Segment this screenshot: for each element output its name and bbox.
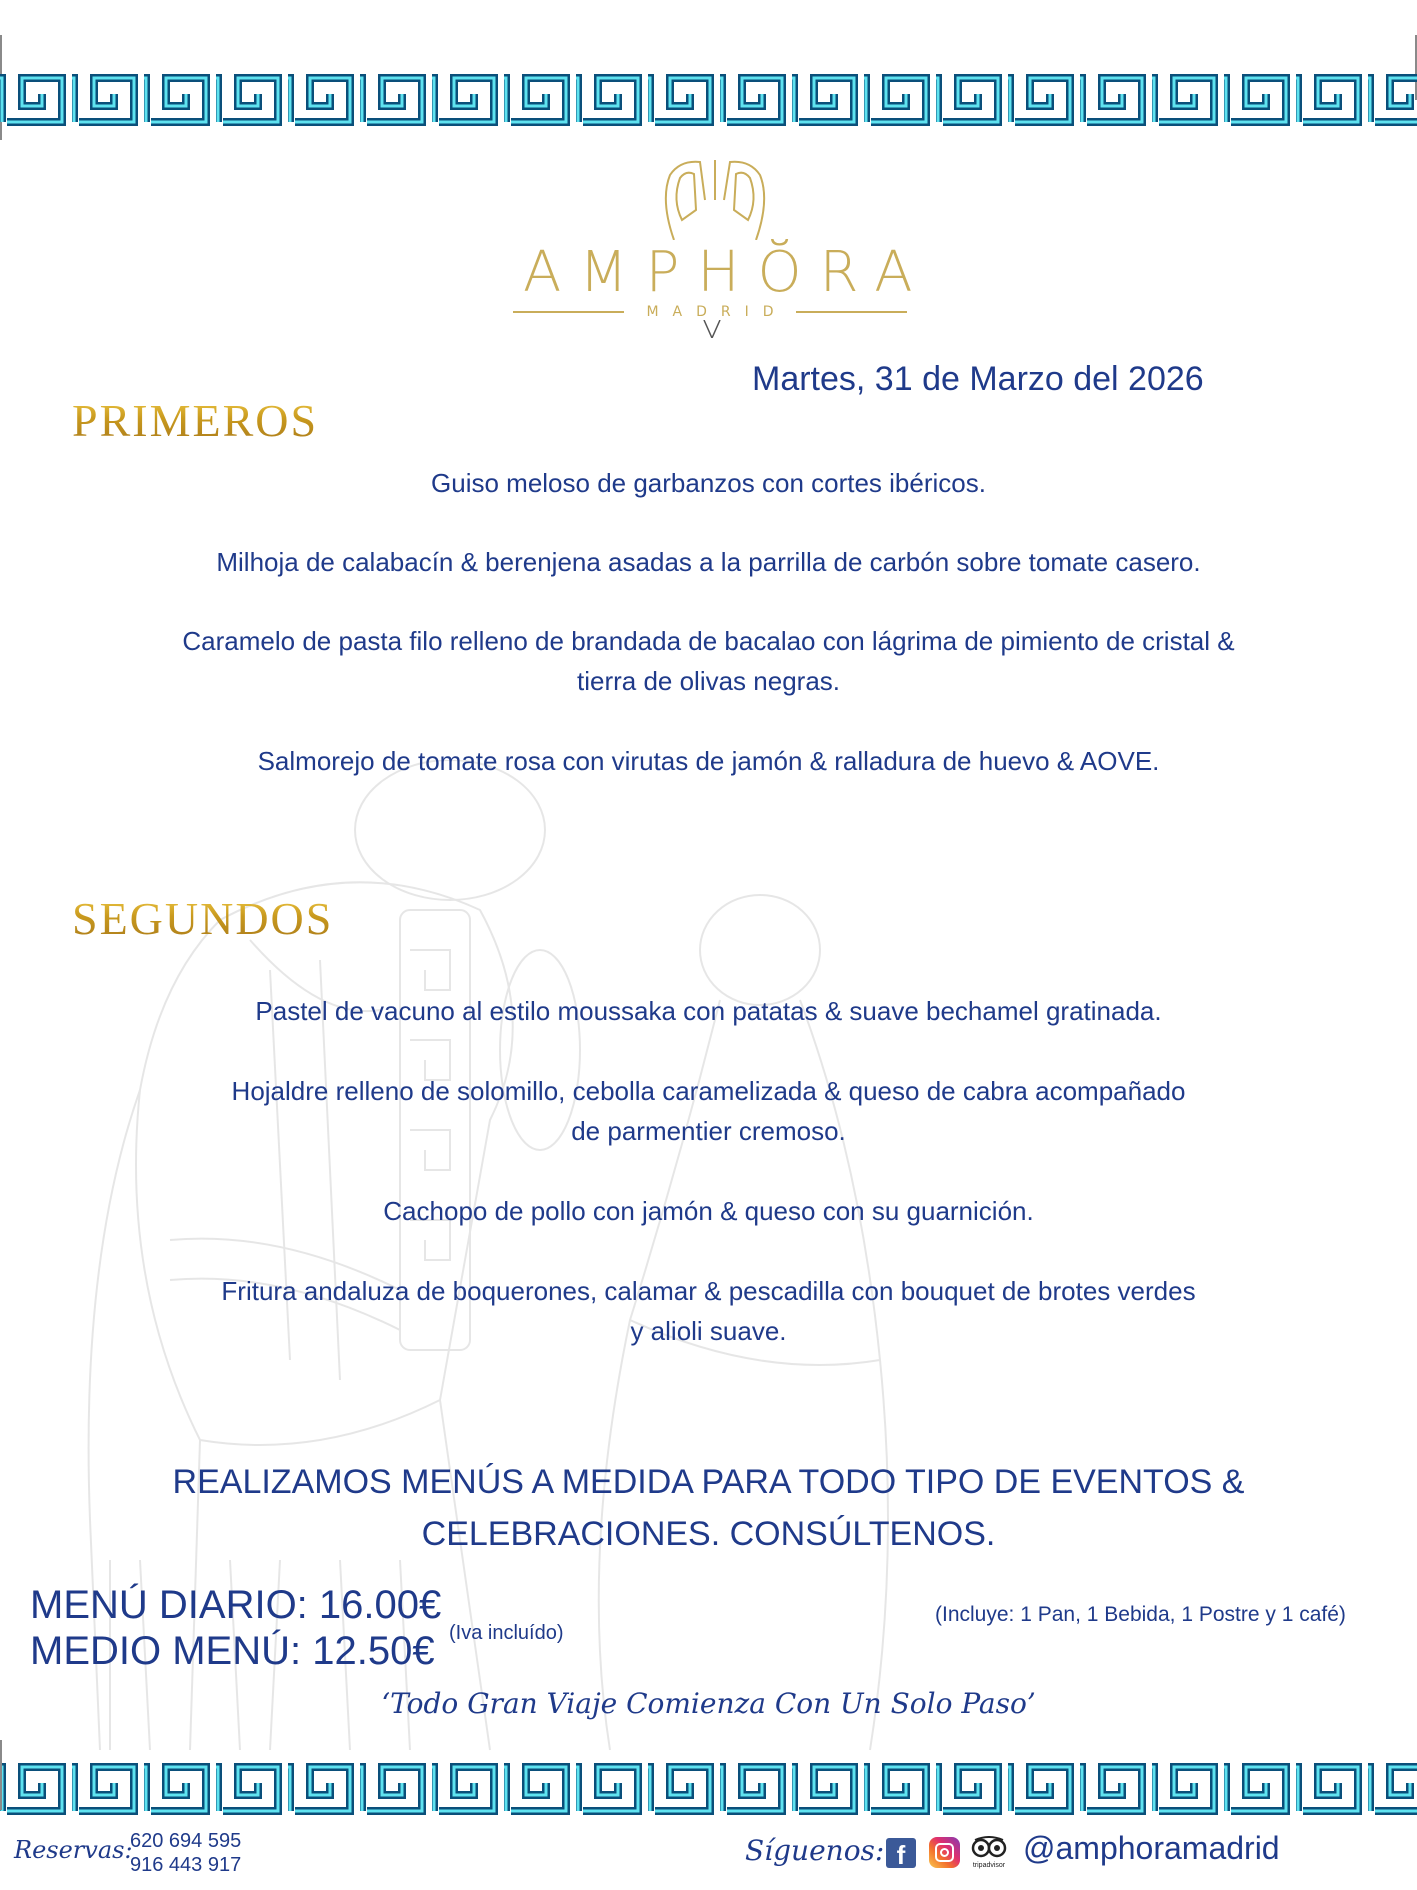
dish-item: Pastel de vacuno al estilo moussaka con patatas & suave bechamel gratinada.	[255, 996, 1162, 1026]
follow-label: Síguenos:	[745, 1834, 885, 1867]
dish-item-cont: y alioli suave.	[630, 1316, 787, 1346]
price-medio-menu: MEDIO MENÚ: 12.50€	[30, 1629, 435, 1673]
dish-item: Fritura andaluza de boquerones, calamar & pescadilla con bouquet de brotes verdes	[221, 1276, 1196, 1306]
dish-item: Hojaldre relleno de solomillo, cebolla caramelizada & queso de cabra acompañado	[231, 1076, 1186, 1106]
greek-key-border-top	[0, 70, 1417, 130]
logo-rule-left	[513, 311, 624, 313]
iva-note: (Iva incluído)	[449, 1622, 564, 1644]
menu-date: Martes, 31 de Marzo del 2026	[752, 360, 1204, 398]
dish-item: Guiso meloso de garbanzos con cortes ibéricos.	[431, 468, 986, 498]
includes-note: (Incluye: 1 Pan, 1 Bebida, 1 Postre y 1 café)	[935, 1603, 1346, 1626]
phone-number-1[interactable]: 620 694 595	[130, 1830, 242, 1852]
events-promo-line1: REALIZAMOS MENÚS A MEDIDA PARA TODO TIPO DE EVENTOS &	[172, 1463, 1245, 1501]
dish-item-cont: tierra de olivas negras.	[576, 666, 841, 696]
reservations-label: Reservas:	[14, 1836, 133, 1864]
amphora-vase-icon	[660, 160, 770, 240]
phone-number-2[interactable]: 916 443 917	[130, 1854, 242, 1876]
social-handle[interactable]: @amphoramadrid	[1023, 1830, 1280, 1866]
tripadvisor-label: tripadvisor	[972, 1862, 1006, 1869]
section-title-primeros: PRIMEROS	[72, 395, 319, 446]
facebook-icon[interactable]: f	[886, 1838, 916, 1868]
logo-subtitle: MADRID	[646, 304, 788, 320]
motto-quote: ‘Todo Gran Viaje Comienza Con Un Solo Paso’	[381, 1687, 1036, 1720]
dish-item: Caramelo de pasta filo relleno de brandada de bacalao con lágrima de pimiento de cristal &	[182, 626, 1235, 656]
events-promo-line2: CELEBRACIONES. CONSÚLTENOS.	[421, 1515, 996, 1553]
logo-point-icon	[702, 320, 722, 338]
dish-item: Milhoja de calabacín & berenjena asadas a la parrilla de carbón sobre tomate casero.	[216, 547, 1201, 577]
dish-item-cont: de parmentier cremoso.	[571, 1116, 846, 1146]
page-edge-left-bottom	[0, 1740, 2, 1810]
instagram-icon[interactable]	[929, 1837, 960, 1868]
amphora-logo	[505, 160, 931, 340]
logo-rule-right	[796, 311, 907, 313]
price-menu-diario: MENÚ DIARIO: 16.00€	[30, 1583, 442, 1627]
greek-key-border-bottom	[0, 1759, 1417, 1819]
section-title-segundos: SEGUNDOS	[72, 893, 334, 944]
dish-item: Salmorejo de tomate rosa con virutas de jamón & ralladura de huevo & AOVE.	[257, 746, 1160, 776]
logo-title: AMPHŎRA	[523, 240, 931, 305]
dish-item: Cachopo de pollo con jamón & queso con su guarnición.	[383, 1196, 1034, 1226]
tripadvisor-icon[interactable]	[969, 1836, 1009, 1870]
